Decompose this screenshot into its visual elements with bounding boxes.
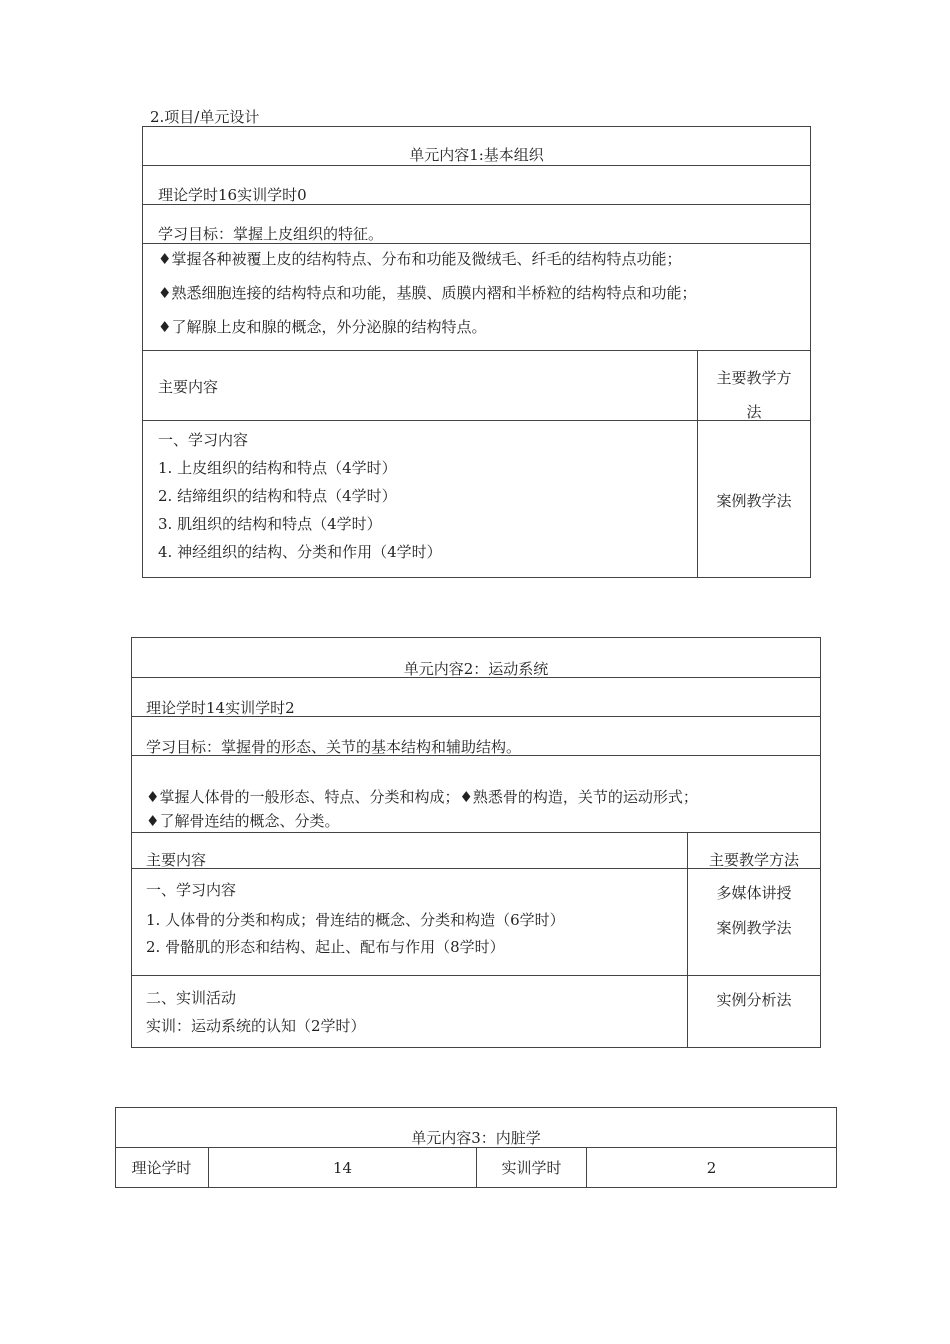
unit1-content-item: 1. 上皮组织的结构和特点（4学时） [158, 459, 397, 477]
unit2-col-content-header: 主要内容 [146, 851, 207, 869]
unit1-content-heading: 一、学习内容 [158, 431, 249, 449]
unit2-bullet: ♦掌握人体骨的一般形态、特点、分类和构成；♦熟悉骨的构造，关节的运动形式； [146, 788, 698, 806]
unit2-content-item: 1. 人体骨的分类和构成；骨连结的概念、分类和构造（6学时） [146, 911, 565, 929]
unit1-bullet: ♦掌握各种被覆上皮的结构特点、分布和功能及微绒毛、纤毛的结构特点功能； [158, 250, 682, 268]
unit2-col-method-header: 主要教学方法 [708, 851, 799, 869]
unit1-method: 案例教学法 [716, 492, 792, 510]
unit1-col-method-header: 主要教学方 [716, 369, 792, 387]
section-title: 2.项目/单元设计 [150, 108, 260, 126]
unit2-goal: 学习目标：掌握骨的形态、关节的基本结构和辅助结构。 [146, 738, 522, 756]
unit1-goal: 学习目标：掌握上皮组织的特征。 [158, 225, 384, 243]
unit1-title: 单元内容1:基本组织 [409, 146, 544, 164]
unit2-practice-heading: 二、实训活动 [146, 989, 237, 1007]
unit1-bullet: ♦了解腺上皮和腺的概念，外分泌腺的结构特点。 [158, 318, 487, 336]
unit1-col-method-header-cont: 法 [746, 403, 762, 421]
unit2-title: 单元内容2：运动系统 [403, 660, 549, 678]
unit2-method: 案例教学法 [716, 919, 792, 937]
unit3-theory-value: 14 [332, 1159, 353, 1177]
unit2-hours: 理论学时14实训学时2 [146, 699, 295, 717]
unit3-practice-label: 实训学时 [501, 1159, 562, 1177]
unit3-theory-label: 理论学时 [131, 1159, 192, 1177]
unit2-content-item: 2. 骨骼肌的形态和结构、起止、配布与作用（8学时） [146, 938, 505, 956]
unit1-content-item: 4. 神经组织的结构、分类和作用（4学时） [158, 543, 442, 561]
unit1-hours: 理论学时16实训学时0 [158, 186, 307, 204]
unit1-content-item: 2. 结缔组织的结构和特点（4学时） [158, 487, 397, 505]
unit2-practice-method: 实例分析法 [716, 991, 792, 1009]
unit2-bullet: ♦了解骨连结的概念、分类。 [146, 812, 340, 830]
unit1-content-item: 3. 肌组织的结构和特点（4学时） [158, 515, 382, 533]
unit2-practice-item: 实训：运动系统的认知（2学时） [146, 1017, 366, 1035]
unit1-bullet: ♦熟悉细胞连接的结构特点和功能，基膜、质膜内褶和半桥粒的结构特点和功能； [158, 284, 697, 302]
unit3-title: 单元内容3：内脏学 [411, 1129, 541, 1147]
unit3-practice-value: 2 [706, 1159, 717, 1177]
unit2-method: 多媒体讲授 [716, 884, 792, 902]
unit2-content-heading: 一、学习内容 [146, 881, 237, 899]
unit1-col-content-header: 主要内容 [158, 378, 219, 396]
